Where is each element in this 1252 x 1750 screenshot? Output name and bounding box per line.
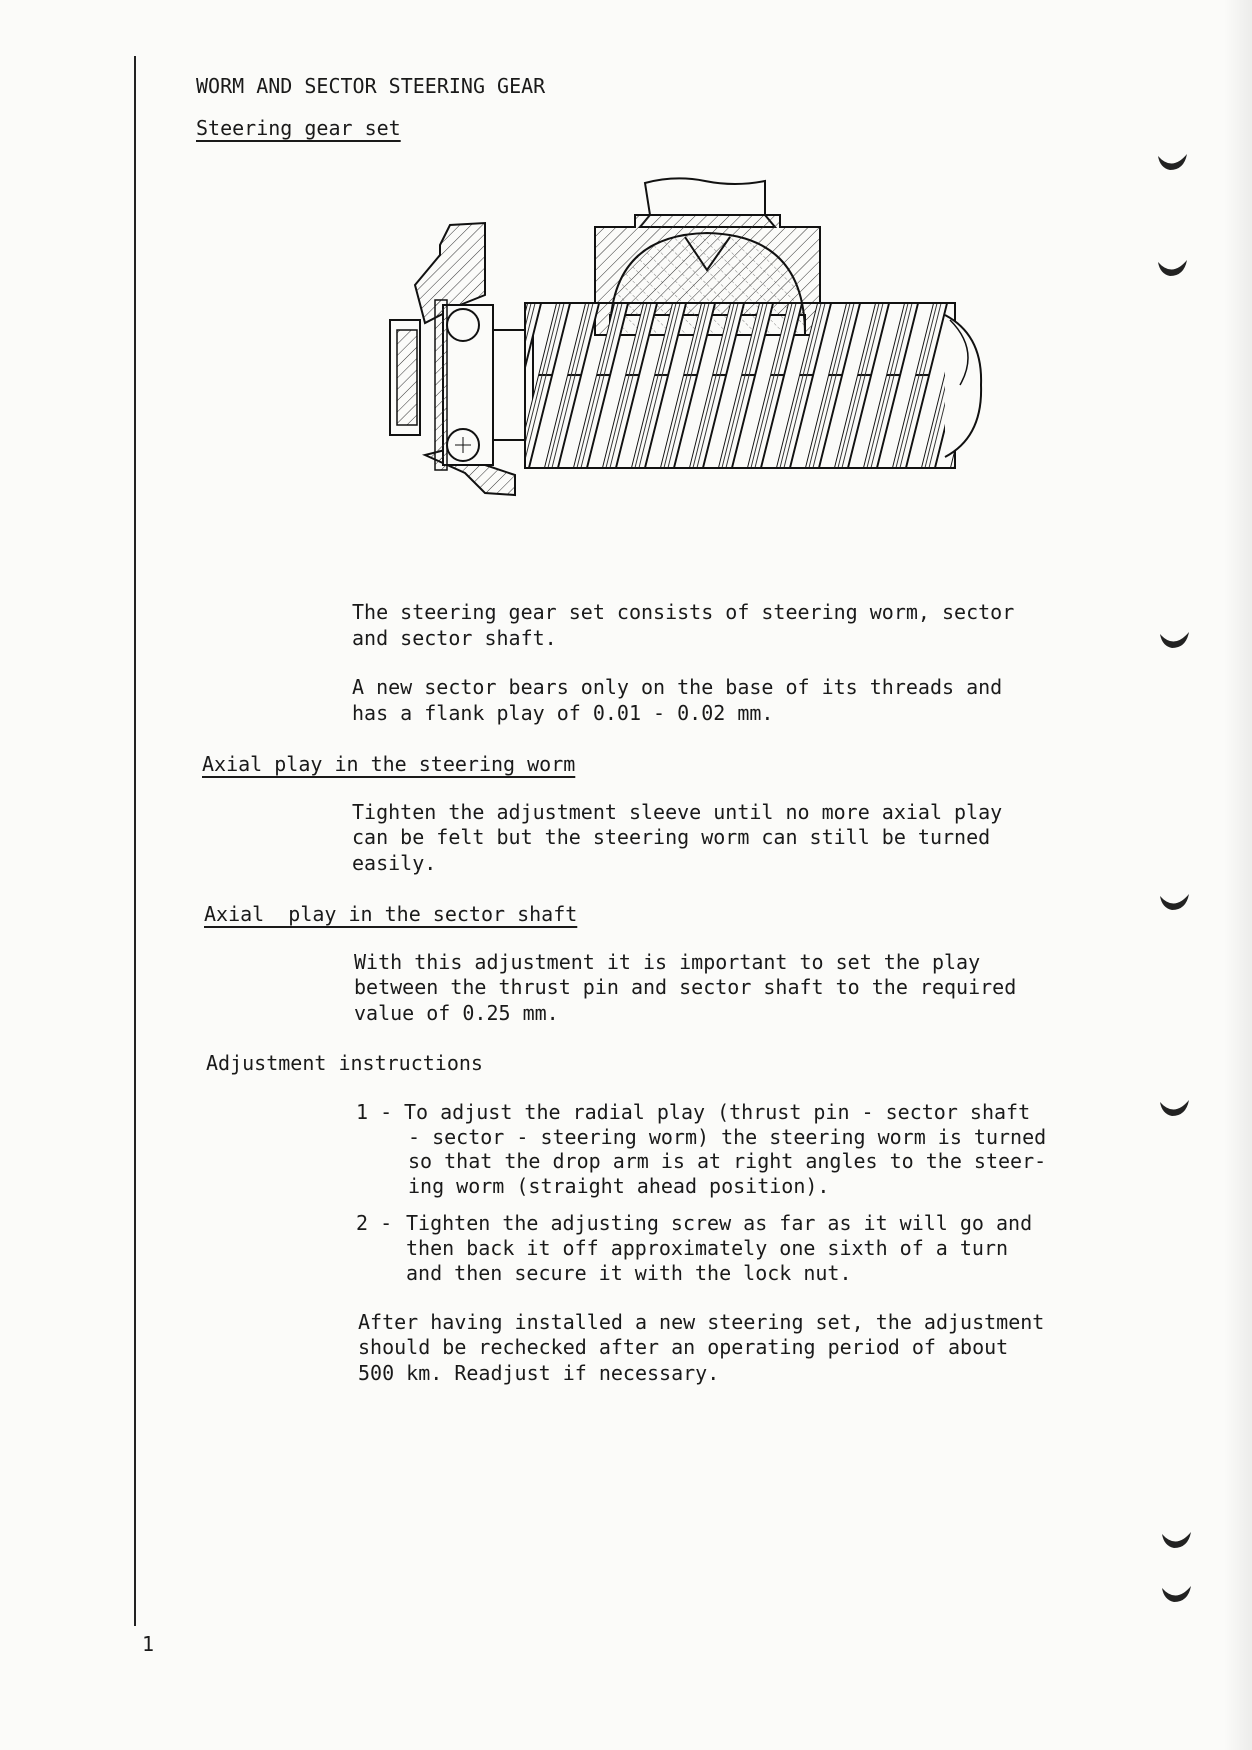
binder-hole-icon [1156, 1096, 1192, 1118]
step-line: To adjust the radial play (thrust pin - sector shaft [404, 1100, 1031, 1124]
closing-line: After having installed a new steering set, the adjustment [358, 1310, 1045, 1334]
section-heading-axial-play-worm: Axial play in the steering worm [202, 752, 576, 776]
paragraph-line: has a flank play of 0.01 - 0.02 mm. [352, 701, 774, 725]
paragraph-line: The steering gear set consists of steering worm, sector [352, 600, 1015, 624]
step-number: 2 - [356, 1211, 393, 1235]
paragraph-line: value of 0.25 mm. [354, 1001, 559, 1025]
step-number: 1 - [356, 1100, 393, 1124]
binder-hole-icon [1154, 256, 1190, 278]
closing-line: 500 km. Readjust if necessary. [358, 1361, 720, 1385]
section-heading-axial-play-sector-shaft: Axial play in the sector shaft [204, 902, 578, 926]
paragraph-line: easily. [352, 851, 437, 875]
step-line: - sector - steering worm) the steering worm is turned [408, 1125, 1047, 1149]
paragraph-line: and sector shaft. [352, 626, 557, 650]
binder-hole-icon [1154, 150, 1190, 172]
paragraph-line: With this adjustment it is important to set the play [354, 950, 981, 974]
paragraph-line: between the thrust pin and sector shaft to the required [354, 975, 1017, 999]
paragraph-line: A new sector bears only on the base of its threads and [352, 675, 1003, 699]
binder-hole-icon [1156, 890, 1192, 912]
binder-hole-icon [1158, 1528, 1194, 1550]
binder-hole-icon [1156, 628, 1192, 650]
paragraph-line: can be felt but the steering worm can still be turned [352, 825, 991, 849]
step-line: ing worm (straight ahead position). [408, 1174, 830, 1198]
step-line: and then secure it with the lock nut. [406, 1261, 852, 1285]
section-heading-adjustment-instructions: Adjustment instructions [206, 1051, 483, 1075]
page-edge-shadow [1224, 0, 1252, 1750]
binding-margin-rule [134, 56, 136, 1626]
worm-and-sector-gear-cross-section-illustration [385, 175, 995, 555]
step-line: so that the drop arm is at right angles to the steer- [408, 1149, 1047, 1173]
binder-hole-icon [1158, 1582, 1194, 1604]
closing-line: should be rechecked after an operating period of about [358, 1335, 1009, 1359]
page-number: 1 [142, 1632, 155, 1656]
paragraph-line: Tighten the adjustment sleeve until no more axial play [352, 800, 1003, 824]
document-header: WORM AND SECTOR STEERING GEAR [196, 74, 546, 98]
section-heading-steering-gear-set: Steering gear set [196, 116, 401, 140]
step-line: then back it off approximately one sixth of a turn [406, 1236, 1009, 1260]
step-line: Tighten the adjusting screw as far as it will go and [406, 1211, 1033, 1235]
